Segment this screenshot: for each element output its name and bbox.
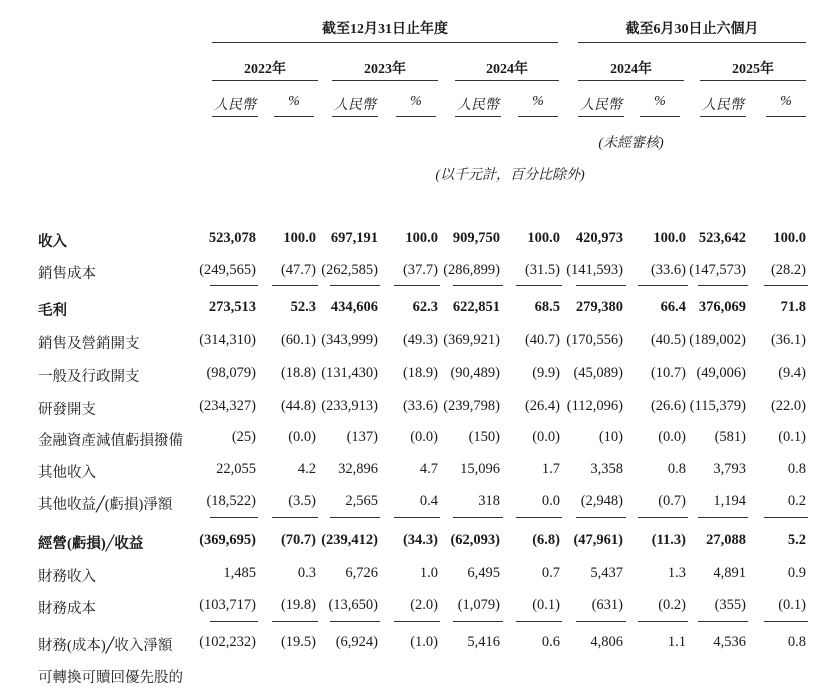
percent-cell: 0.4 [419,493,438,509]
percent-cell: 4.2 [297,461,316,477]
subheader-rule [766,116,806,117]
percent-cell: (0.7) [658,493,686,509]
amount-cell: (25) [231,429,256,445]
subtotal-rule [330,285,380,286]
percent-cell: 1.3 [667,565,686,581]
row-label: 可轉換可贖回優先股的 [38,670,183,686]
year-header-2024: 2024年 [486,62,528,77]
amount-cell: (369,921) [443,332,500,348]
amount-cell: (234,327) [199,398,256,414]
amount-cell: (150) [468,429,500,445]
percent-cell: (47.7) [280,262,316,278]
percent-cell: (40.5) [650,332,686,348]
year-rule-2024 [455,80,559,81]
amount-cell: (115,379) [689,398,746,414]
row-label: 研發開支 [38,402,96,418]
row-label: 金融資產減值虧損撥備 [38,433,183,449]
amount-cell: (62,093) [450,532,500,548]
subtotal-rule [764,517,808,518]
amount-cell: (314,310) [199,332,256,348]
amount-cell: 420,973 [575,230,623,246]
percent-cell: (34.3) [402,532,438,548]
year-header-2023: 2023年 [364,62,406,77]
amount-cell: (233,913) [321,398,378,414]
row-label: 銷售及營銷開支 [38,336,140,352]
percent-cell: (11.3) [651,532,686,548]
row-label: 財務收入 [38,569,96,585]
subtotal-rule [272,621,318,622]
year-header-2022: 2022年 [244,62,286,77]
percent-cell: 68.5 [534,299,560,315]
subtotal-rule [698,517,748,518]
subtotal-rule [764,285,808,286]
percent-cell: (18.8) [280,365,316,381]
percent-cell: 1.0 [419,565,438,581]
halfyear-period-header: 截至6月30日止六個月 [625,22,759,37]
subheader-rule [455,116,501,117]
row-label: 財務成本 [38,601,96,617]
percent-cell: (0.0) [532,429,560,445]
amount-cell: (2,948) [580,493,623,509]
subtotal-rule [330,621,380,622]
amount-cell: 376,069 [698,299,746,315]
amount-cell: (6,924) [335,634,378,650]
pct-label: % [410,94,422,109]
amount-cell: 6,726 [345,565,378,581]
percent-cell: 5.2 [787,532,806,548]
currency-label: 人民幣 [457,98,499,113]
amount-cell: 1,485 [223,565,256,581]
amount-cell: (249,565) [199,262,256,278]
year-rule-2023 [332,80,438,81]
amount-cell: 2,565 [345,493,378,509]
annual-period-header: 截至12月31日止年度 [322,22,448,37]
row-label: 一般及行政開支 [38,369,140,385]
subtotal-rule [698,621,748,622]
row-label: 銷售成本 [38,266,96,282]
amount-cell: 5,437 [590,565,623,581]
percent-cell: (18.9) [402,365,438,381]
percent-cell: 100.0 [773,230,806,246]
subheader-rule [700,116,746,117]
amount-cell: (355) [714,597,746,613]
percent-cell: (37.7) [402,262,438,278]
percent-cell: (1.0) [410,634,438,650]
percent-cell: 62.3 [412,299,438,315]
percent-cell: 0.6 [541,634,560,650]
amount-cell: (1,079) [457,597,500,613]
pct-label: % [288,94,300,109]
amount-cell: 4,536 [713,634,746,650]
subtotal-rule [516,285,562,286]
percent-cell: (22.0) [770,398,806,414]
subtotal-rule [698,285,748,286]
amount-cell: 1,194 [713,493,746,509]
subtotal-rule [576,517,626,518]
percent-cell: (19.8) [280,597,316,613]
unaudited-note: (未經審核) [598,136,664,151]
percent-cell: (2.0) [410,597,438,613]
amount-cell: (239,412) [321,532,378,548]
subtotal-rule [638,621,688,622]
amount-cell: (13,650) [328,597,378,613]
amount-cell: 3,793 [713,461,746,477]
percent-cell: 4.7 [419,461,438,477]
percent-cell: 100.0 [405,230,438,246]
subheader-rule [578,116,624,117]
amount-cell: 622,851 [452,299,500,315]
row-label: 財務(成本)╱收入淨額 [38,638,173,654]
amount-cell: (147,573) [689,262,746,278]
currency-label: 人民幣 [580,98,622,113]
amount-cell: (343,999) [321,332,378,348]
row-label: 毛利 [38,303,67,319]
row-label: 收入 [38,234,67,250]
percent-cell: (44.8) [280,398,316,414]
percent-cell: (0.0) [658,429,686,445]
currency-label: 人民幣 [334,98,376,113]
amount-cell: (47,961) [573,532,623,548]
amount-cell: (581) [714,429,746,445]
percent-cell: (10.7) [650,365,686,381]
amount-cell: 32,896 [338,461,378,477]
amount-cell: 273,513 [208,299,256,315]
percent-cell: (70.7) [280,532,316,548]
amount-cell: 909,750 [452,230,500,246]
subtotal-rule [516,621,562,622]
amount-cell: (10) [598,429,623,445]
row-label: 其他收入 [38,465,96,481]
percent-cell: 71.8 [780,299,806,315]
percent-cell: 100.0 [653,230,686,246]
amount-cell: 4,891 [713,565,746,581]
percent-cell: (49.3) [402,332,438,348]
year-header-2025-h1: 2025年 [732,62,774,77]
percent-cell: (28.2) [770,262,806,278]
amount-cell: (103,717) [199,597,256,613]
currency-label: 人民幣 [214,98,256,113]
subtotal-rule [453,517,503,518]
amount-cell: 6,495 [467,565,500,581]
subheader-rule [396,116,436,117]
percent-cell: (19.5) [280,634,316,650]
amount-cell: (90,489) [450,365,500,381]
halfyear-period-rule [578,42,806,43]
amount-cell: (631) [591,597,623,613]
percent-cell: 100.0 [283,230,316,246]
percent-cell: 0.8 [787,634,806,650]
amount-cell: (102,232) [199,634,256,650]
subtotal-rule [210,517,258,518]
subtotal-rule [453,621,503,622]
subtotal-rule [394,285,440,286]
subtotal-rule [330,517,380,518]
pct-label: % [654,94,666,109]
subtotal-rule [210,285,258,286]
percent-cell: (9.9) [532,365,560,381]
percent-cell: (0.1) [778,597,806,613]
amount-cell: 22,055 [216,461,256,477]
percent-cell: (60.1) [280,332,316,348]
amount-cell: (369,695) [199,532,256,548]
amount-cell: 523,078 [208,230,256,246]
percent-cell: (33.6) [402,398,438,414]
amount-cell: (49,006) [696,365,746,381]
amount-cell: 279,380 [575,299,623,315]
subheader-rule [640,116,680,117]
subtotal-rule [576,285,626,286]
annual-period-rule [212,42,558,43]
amount-cell: (45,089) [573,365,623,381]
amount-cell: 5,416 [467,634,500,650]
amount-cell: (18,522) [206,493,256,509]
percent-cell: 0.3 [297,565,316,581]
subheader-rule [274,116,314,117]
amount-cell: 523,642 [698,230,746,246]
year-rule-2024-h1 [578,80,684,81]
percent-cell: 100.0 [527,230,560,246]
amount-cell: 15,096 [460,461,500,477]
percent-cell: (9.4) [778,365,806,381]
subtotal-rule [576,621,626,622]
percent-cell: (0.2) [658,597,686,613]
percent-cell: (0.0) [410,429,438,445]
percent-cell: (0.0) [288,429,316,445]
percent-cell: 0.8 [667,461,686,477]
subtotal-rule [394,621,440,622]
units-note: (以千元計，百分比除外) [435,168,585,183]
amount-cell: 27,088 [706,532,746,548]
amount-cell: 697,191 [330,230,378,246]
percent-cell: 0.0 [541,493,560,509]
subtotal-rule [210,621,258,622]
subheader-rule [518,116,558,117]
percent-cell: (3.5) [288,493,316,509]
percent-cell: 0.8 [787,461,806,477]
subtotal-rule [394,517,440,518]
subtotal-rule [453,285,503,286]
amount-cell: (262,585) [321,262,378,278]
year-header-2024-h1: 2024年 [610,62,652,77]
amount-cell: (286,899) [443,262,500,278]
amount-cell: (112,096) [566,398,623,414]
percent-cell: 1.1 [667,634,686,650]
percent-cell: (26.6) [650,398,686,414]
percent-cell: (33.6) [650,262,686,278]
percent-cell: 52.3 [290,299,316,315]
percent-cell: (26.4) [524,398,560,414]
row-label: 經營(虧損)╱收益 [38,536,144,552]
subtotal-rule [764,621,808,622]
amount-cell: 4,806 [590,634,623,650]
subtotal-rule [272,285,318,286]
percent-cell: 0.9 [787,565,806,581]
percent-cell: (36.1) [770,332,806,348]
percent-cell: (6.8) [532,532,560,548]
amount-cell: 434,606 [330,299,378,315]
amount-cell: (170,556) [566,332,623,348]
subtotal-rule [272,517,318,518]
subtotal-rule [638,285,688,286]
year-rule-2022 [212,80,318,81]
amount-cell: 318 [478,493,500,509]
amount-cell: (131,430) [321,365,378,381]
subheader-rule [212,116,258,117]
amount-cell: (137) [346,429,378,445]
percent-cell: (0.1) [532,597,560,613]
percent-cell: (0.1) [778,429,806,445]
amount-cell: 3,358 [590,461,623,477]
percent-cell: (31.5) [524,262,560,278]
amount-cell: (239,798) [443,398,500,414]
pct-label: % [532,94,544,109]
amount-cell: (189,002) [689,332,746,348]
amount-cell: (141,593) [566,262,623,278]
percent-cell: 0.7 [541,565,560,581]
row-label: 其他收益╱(虧損)淨額 [38,497,173,513]
percent-cell: 66.4 [660,299,686,315]
amount-cell: (98,079) [206,365,256,381]
currency-label: 人民幣 [702,98,744,113]
year-rule-2025-h1 [700,80,806,81]
percent-cell: (40.7) [524,332,560,348]
percent-cell: 1.7 [541,461,560,477]
subheader-rule [332,116,378,117]
pct-label: % [780,94,792,109]
subtotal-rule [638,517,688,518]
percent-cell: 0.2 [787,493,806,509]
subtotal-rule [516,517,562,518]
